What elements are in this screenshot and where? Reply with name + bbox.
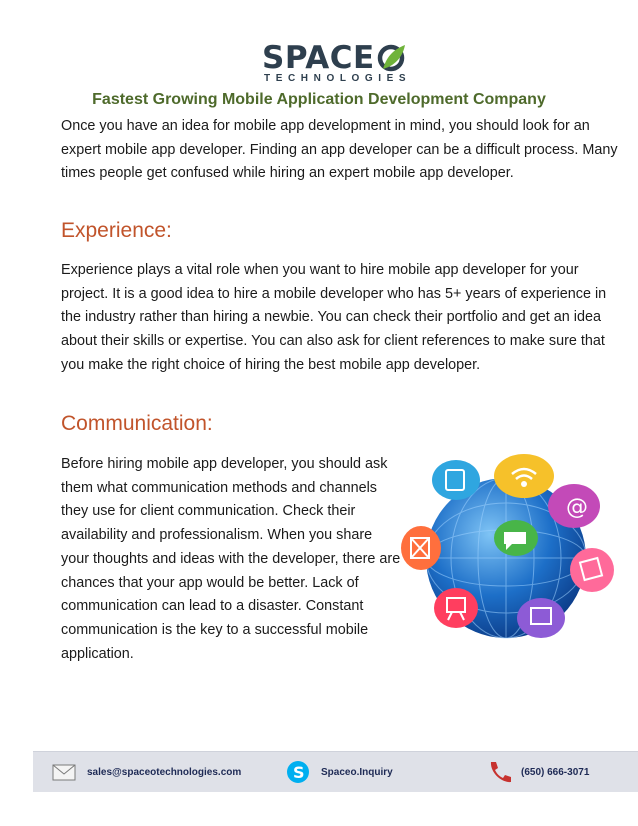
logo-wordmark: SPACE — [262, 40, 375, 76]
logo-subtitle: TECHNOLOGIES — [264, 73, 412, 84]
globe-communication-illustration — [396, 448, 616, 648]
intro-paragraph: Once you have an idea for mobile app development in mind, you should look for an expert mobile app developer. Finding an app developer can be a difficult process. Many times people get confused while hiring an expert mobile app developer. — [61, 118, 618, 182]
skype-text: Spaceo.Inquiry — [321, 766, 393, 778]
svg-text:@: @ — [566, 495, 588, 520]
experience-paragraph: Experience plays a vital role when you want to hire mobile app developer for your project. It is a good idea to hire a mobile developer who has 5+ years of experience in the industry rather than hiring a newbie. You can check their portfolio and get an idea about their skills or expertise. You can also ask for client references to make sure that you make the right choice of hiring the best mobile app developer. — [61, 262, 607, 373]
email-text: sales@spaceotechnologies.com — [87, 766, 242, 778]
skype-icon — [285, 759, 311, 785]
footer-phone[interactable] — [485, 752, 589, 792]
phone-text: (650) 666-3071 — [521, 766, 590, 778]
phone-icon — [485, 759, 511, 785]
logo-leaf-icon — [377, 43, 407, 73]
footer-email[interactable] — [51, 752, 241, 792]
footer-skype[interactable] — [285, 752, 393, 792]
company-logo — [262, 40, 412, 86]
contact-footer — [33, 751, 638, 792]
svg-text:S: S — [293, 763, 305, 782]
communication-paragraph: Before hiring mobile app developer, you should ask them what communication methods and channels they use for client communication. Check their availability and professionalism. When you share your thoughts and ideas with the developer, there are chances that your app would be better. Lack of communication can lead to a disaster. Constant communication is the key to a successful mobile application. — [61, 456, 401, 662]
communication-heading: Communication: — [61, 412, 213, 435]
envelope-icon — [51, 759, 77, 785]
experience-heading: Experience: — [61, 219, 172, 242]
page-title: Fastest Growing Mobile Application Development Company — [92, 91, 546, 108]
